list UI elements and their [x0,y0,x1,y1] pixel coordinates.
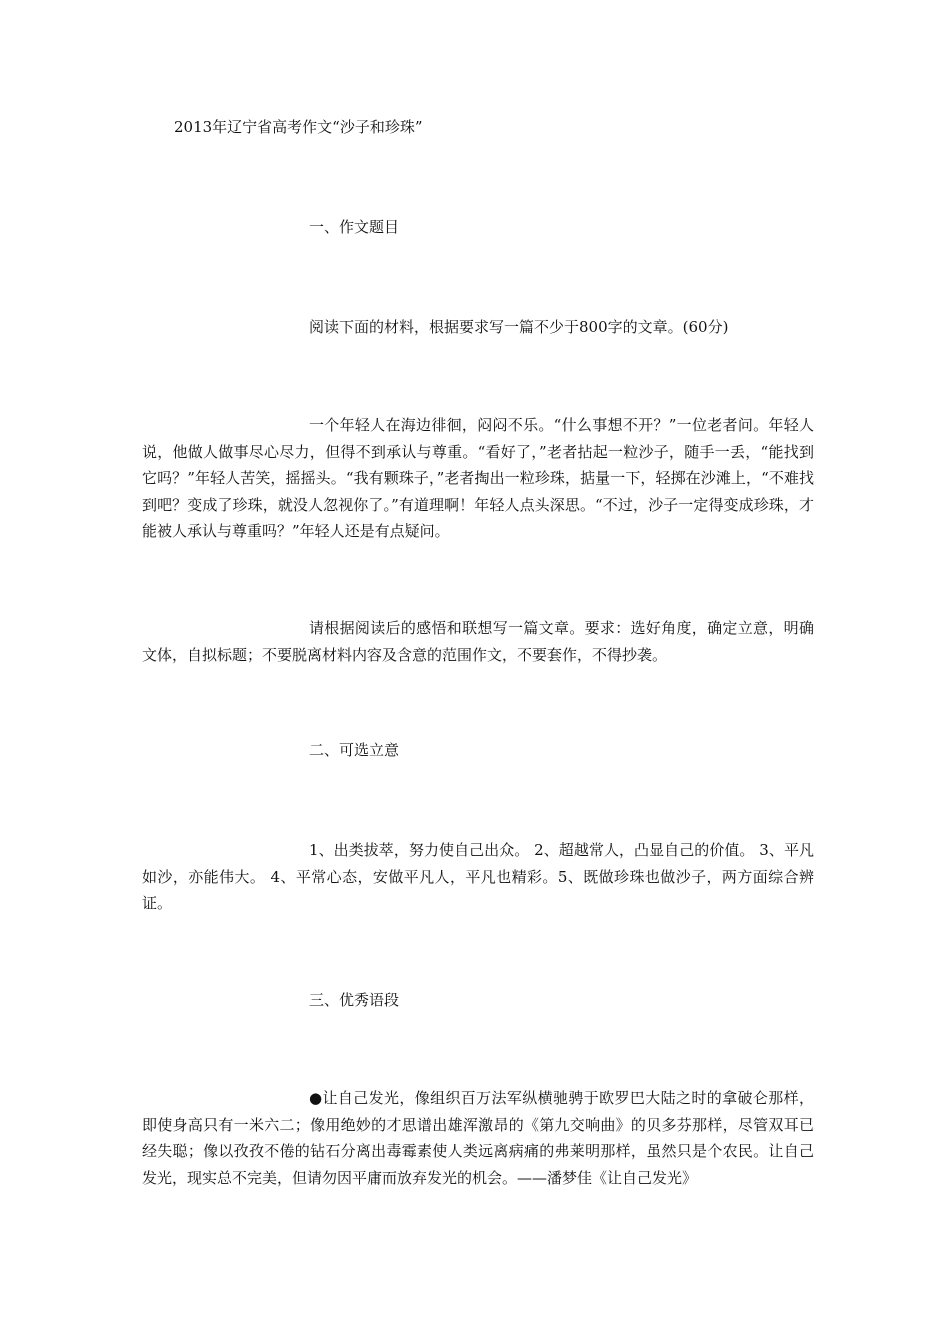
section-heading-themes: 二、可选立意 [309,741,400,759]
section-heading-topic: 一、作文题目 [309,218,400,236]
excerpt-paragraph: ●让自己发光，像组织百万法军纵横驰骋于欧罗巴大陆之时的拿破仑那样，即使身高只有一米六二；像用绝妙的才思谱出雄浑激昂的《第九交响曲》的贝多芬那样，尽管双耳已经失聪；像以孜孜不倦的钻石分离出毒霉素使人类远离病痛的弗莱明那样，虽然只是个农民。让自己发光，现实总不完美，但请勿因平庸而放弃发光的机会。——潘梦佳《让自己发光》 [142,1089,814,1187]
themes-paragraph: 1、出类拔萃，努力使自己出众。 2、超越常人，凸显自己的价值。 3、平凡如沙，亦能伟大。 4、平常心态，安做平凡人，平凡也精彩。5、既做珍珠也做沙子，两方面综合辨证。 [142,841,814,912]
document-title: 2013年辽宁省高考作文“沙子和珍珠” [174,118,423,136]
requirements-paragraph: 请根据阅读后的感悟和联想写一篇文章。要求：选好角度，确定立意，明确文体，自拟标题；不要脱离材料内容及含意的范围作文，不要套作，不得抄袭。 [142,619,814,664]
story-paragraph: 一个年轻人在海边徘徊，闷闷不乐。“什么事想不开？”一位老者问。年轻人说，他做人做事尽心尽力，但得不到承认与尊重。“看好了，”老者拈起一粒沙子，随手一丢，“能找到它吗？”年轻人苦笑，摇摇头。“我有颗珠子，”老者掏出一粒珍珠，掂量一下，轻掷在沙滩上，“不难找到吧？变成了珍珠，就没人忽视你了。”有道理啊！年轻人点头深思。“不过，沙子一定得变成珍珠，才能被人承认与尊重吗？”年轻人还是有点疑问。 [142,416,814,540]
instruction-text: 阅读下面的材料，根据要求写一篇不少于800字的文章。(60分) [309,318,729,336]
section-heading-excerpts: 三、优秀语段 [309,991,400,1009]
